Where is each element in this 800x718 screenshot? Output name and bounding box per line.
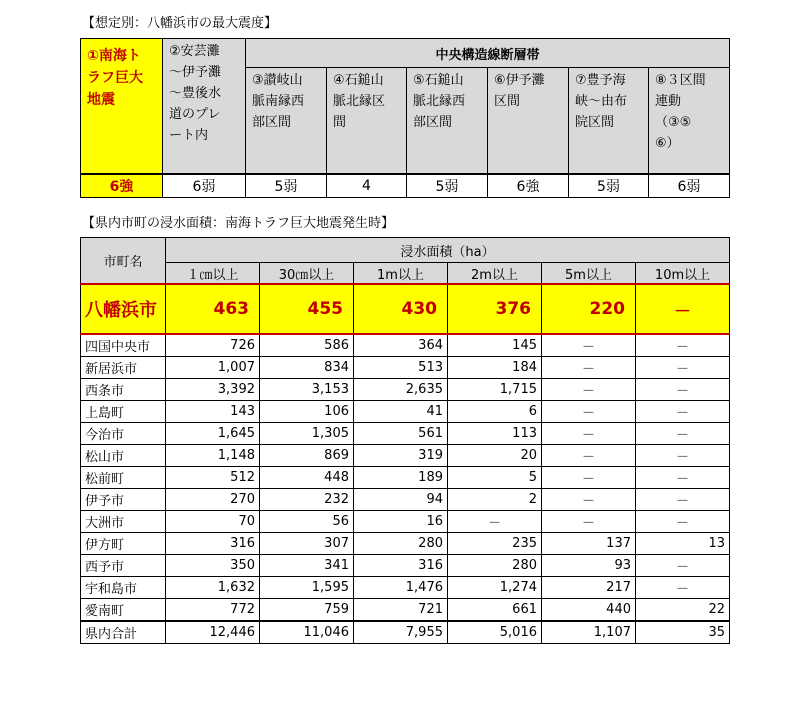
table-row (81, 467, 730, 489)
scenario-label-line: ～豊後水 (169, 86, 222, 101)
area-value: 350 (166, 555, 260, 577)
scenario-label-line: ④石鎚山 (333, 73, 384, 88)
scenario-header-8 (649, 68, 730, 174)
scenario-header-6 (488, 68, 569, 174)
area-value: 12,446 (166, 621, 260, 644)
intensity-value: 6強 (81, 174, 163, 198)
area-value: 184 (448, 357, 542, 379)
area-value: 22 (636, 599, 730, 622)
scenario-label-line: ～伊予灘 (169, 65, 222, 80)
scenario-header-2 (163, 39, 246, 174)
area-value: 440 (542, 599, 636, 622)
highlight-row (81, 284, 730, 334)
scenario-label-line: 脈北縁西 (413, 94, 466, 109)
area-value: － (636, 379, 730, 401)
area-value: 5,016 (448, 621, 542, 644)
table-row (81, 599, 730, 622)
area-value: 1,107 (542, 621, 636, 644)
area-value: 586 (260, 334, 354, 357)
area-value: － (542, 489, 636, 511)
city-name: 今治市 (81, 423, 166, 445)
area-value: 455 (260, 284, 354, 334)
scenario-label (494, 70, 565, 112)
area-value: 1,645 (166, 423, 260, 445)
scenario-label-line: 院区間 (575, 115, 615, 130)
area-value: 661 (448, 599, 542, 622)
table-row (81, 533, 730, 555)
scenario-label-line: 間 (333, 115, 347, 130)
table-row (81, 334, 730, 357)
area-value: 834 (260, 357, 354, 379)
area-value: 7,955 (354, 621, 448, 644)
city-name-header: 市町名 (81, 238, 166, 285)
area-value: － (542, 511, 636, 533)
scenario-label-line: 道のプレ (169, 107, 221, 122)
depth-column-header: 10m以上 (636, 263, 730, 285)
area-value: － (542, 445, 636, 467)
area-value: 513 (354, 357, 448, 379)
table-row (81, 489, 730, 511)
table1-title: 【想定別：八幡浜市の最大震度】 (82, 16, 278, 31)
area-value: 280 (354, 533, 448, 555)
area-value: 463 (166, 284, 260, 334)
city-name: 大洲市 (81, 511, 166, 533)
scenario-header-1 (81, 39, 163, 174)
area-value: 11,046 (260, 621, 354, 644)
area-value: 16 (354, 511, 448, 533)
area-value: 341 (260, 555, 354, 577)
scenario-label-line: ⑥） (655, 136, 680, 151)
city-name: 松山市 (81, 445, 166, 467)
fault-group-header: 中央構造線断層帯 (246, 39, 730, 68)
scenario-label-line: ート内 (169, 128, 209, 143)
city-name: 県内合計 (81, 621, 166, 644)
area-value: 3,392 (166, 379, 260, 401)
intensity-value: 5弱 (246, 174, 327, 198)
city-name: 四国中央市 (81, 334, 166, 357)
area-value: 106 (260, 401, 354, 423)
table-row (81, 577, 730, 599)
city-name: 八幡浜市 (81, 284, 166, 334)
area-value: － (636, 401, 730, 423)
area-value: 232 (260, 489, 354, 511)
area-value: 70 (166, 511, 260, 533)
area-value: 20 (448, 445, 542, 467)
city-name: 伊予市 (81, 489, 166, 511)
area-value: 217 (542, 577, 636, 599)
area-value: 3,153 (260, 379, 354, 401)
area-value: － (542, 334, 636, 357)
intensity-value: 4 (327, 174, 407, 198)
scenario-label (169, 41, 242, 146)
city-name: 伊方町 (81, 533, 166, 555)
scenario-label-line: ③讃岐山 (252, 73, 303, 88)
city-name: 新居浜市 (81, 357, 166, 379)
area-value: 113 (448, 423, 542, 445)
area-value: 772 (166, 599, 260, 622)
table2-title: 【県内市町の浸水面積：南海トラフ巨大地震発生時】 (82, 216, 395, 231)
scenario-label-line: 区間 (494, 94, 521, 109)
depth-column-header: 1m以上 (354, 263, 448, 285)
city-name: 松前町 (81, 467, 166, 489)
scenario-header-3 (246, 68, 327, 174)
scenario-label-line: ⑥伊予灘 (494, 73, 545, 88)
depth-column-header: 2m以上 (448, 263, 542, 285)
area-value: 137 (542, 533, 636, 555)
city-name: 上島町 (81, 401, 166, 423)
scenario-label (333, 70, 403, 133)
area-value: 143 (166, 401, 260, 423)
area-value: 235 (448, 533, 542, 555)
scenario-label-line: ⑤石鎚山 (413, 73, 464, 88)
scenario-label-line: ②安芸灘 (169, 44, 220, 59)
area-value: － (542, 467, 636, 489)
area-value: 1,007 (166, 357, 260, 379)
area-value: 1,148 (166, 445, 260, 467)
scenario-label-line: 脈北縁区 (333, 94, 386, 109)
scenario-label (413, 70, 484, 133)
area-value: 1,632 (166, 577, 260, 599)
area-value: 759 (260, 599, 354, 622)
city-name: 宇和島市 (81, 577, 166, 599)
area-value: － (542, 401, 636, 423)
area-value: 1,274 (448, 577, 542, 599)
area-value: 270 (166, 489, 260, 511)
scenario-header-5 (407, 68, 488, 174)
area-value: － (448, 511, 542, 533)
inundation-area-table (80, 237, 730, 644)
area-value: － (636, 445, 730, 467)
area-value: 6 (448, 401, 542, 423)
area-value: 1,595 (260, 577, 354, 599)
area-value: － (636, 357, 730, 379)
area-value: 13 (636, 533, 730, 555)
max-intensity-table (80, 38, 730, 198)
intensity-value: 6弱 (649, 174, 730, 198)
area-value: 56 (260, 511, 354, 533)
scenario-label-line: 部区間 (252, 115, 292, 130)
table-row (81, 555, 730, 577)
area-value: 145 (448, 334, 542, 357)
city-name: 愛南町 (81, 599, 166, 622)
scenario-label-line: 部区間 (413, 115, 453, 130)
scenario-label (575, 70, 645, 133)
intensity-value: 6強 (488, 174, 569, 198)
area-value: 1,305 (260, 423, 354, 445)
table-row (81, 401, 730, 423)
area-value: － (636, 467, 730, 489)
intensity-value: 5弱 (407, 174, 488, 198)
table-row (81, 357, 730, 379)
area-value: 280 (448, 555, 542, 577)
area-value: 189 (354, 467, 448, 489)
area-value: 561 (354, 423, 448, 445)
city-name: 西予市 (81, 555, 166, 577)
scenario-label (87, 45, 159, 111)
scenario-header-7 (569, 68, 649, 174)
table-row (81, 379, 730, 401)
area-value: 448 (260, 467, 354, 489)
area-value: － (636, 577, 730, 599)
city-name: 西条市 (81, 379, 166, 401)
intensity-value: 5弱 (569, 174, 649, 198)
intensity-value: 6弱 (163, 174, 246, 198)
scenario-label-line: ⑧３区間 (655, 73, 706, 88)
area-value: － (636, 284, 730, 334)
scenario-label-line: ラフ巨大 (87, 70, 143, 86)
area-value: 5 (448, 467, 542, 489)
area-value: 1,476 (354, 577, 448, 599)
area-value: 2 (448, 489, 542, 511)
area-value: － (636, 489, 730, 511)
area-value: 35 (636, 621, 730, 644)
scenario-label (655, 70, 726, 154)
area-value: 376 (448, 284, 542, 334)
area-value: 316 (354, 555, 448, 577)
inundation-group-header: 浸水面積（ha） (166, 238, 730, 263)
area-value: 307 (260, 533, 354, 555)
scenario-label-line: 連動 (655, 94, 682, 109)
area-value: 319 (354, 445, 448, 467)
total-row (81, 621, 730, 644)
scenario-label (252, 70, 323, 133)
area-value: 512 (166, 467, 260, 489)
area-value: － (636, 511, 730, 533)
area-value: 869 (260, 445, 354, 467)
area-value: 364 (354, 334, 448, 357)
area-value: 316 (166, 533, 260, 555)
scenario-label-line: ①南海ト (87, 48, 141, 64)
area-value: 2,635 (354, 379, 448, 401)
table-row (81, 423, 730, 445)
area-value: － (542, 379, 636, 401)
area-value: － (636, 423, 730, 445)
scenario-label-line: 地震 (87, 92, 115, 108)
table-row (81, 445, 730, 467)
depth-column-header: 5m以上 (542, 263, 636, 285)
table-row (81, 511, 730, 533)
area-value: 94 (354, 489, 448, 511)
scenario-label-line: （③⑤ (655, 115, 692, 130)
area-value: － (636, 334, 730, 357)
area-value: － (542, 423, 636, 445)
area-value: 726 (166, 334, 260, 357)
area-value: 430 (354, 284, 448, 334)
area-value: 41 (354, 401, 448, 423)
depth-column-header: 30㎝以上 (260, 263, 354, 285)
area-value: 93 (542, 555, 636, 577)
area-value: 1,715 (448, 379, 542, 401)
area-value: － (636, 555, 730, 577)
area-value: 220 (542, 284, 636, 334)
depth-column-header: １㎝以上 (166, 263, 260, 285)
scenario-label-line: ⑦豊予海 (575, 73, 626, 88)
scenario-header-4 (327, 68, 407, 174)
scenario-label-line: 脈南縁西 (252, 94, 305, 109)
scenario-label-line: 峡～由布 (575, 94, 628, 109)
area-value: 721 (354, 599, 448, 622)
area-value: － (542, 357, 636, 379)
